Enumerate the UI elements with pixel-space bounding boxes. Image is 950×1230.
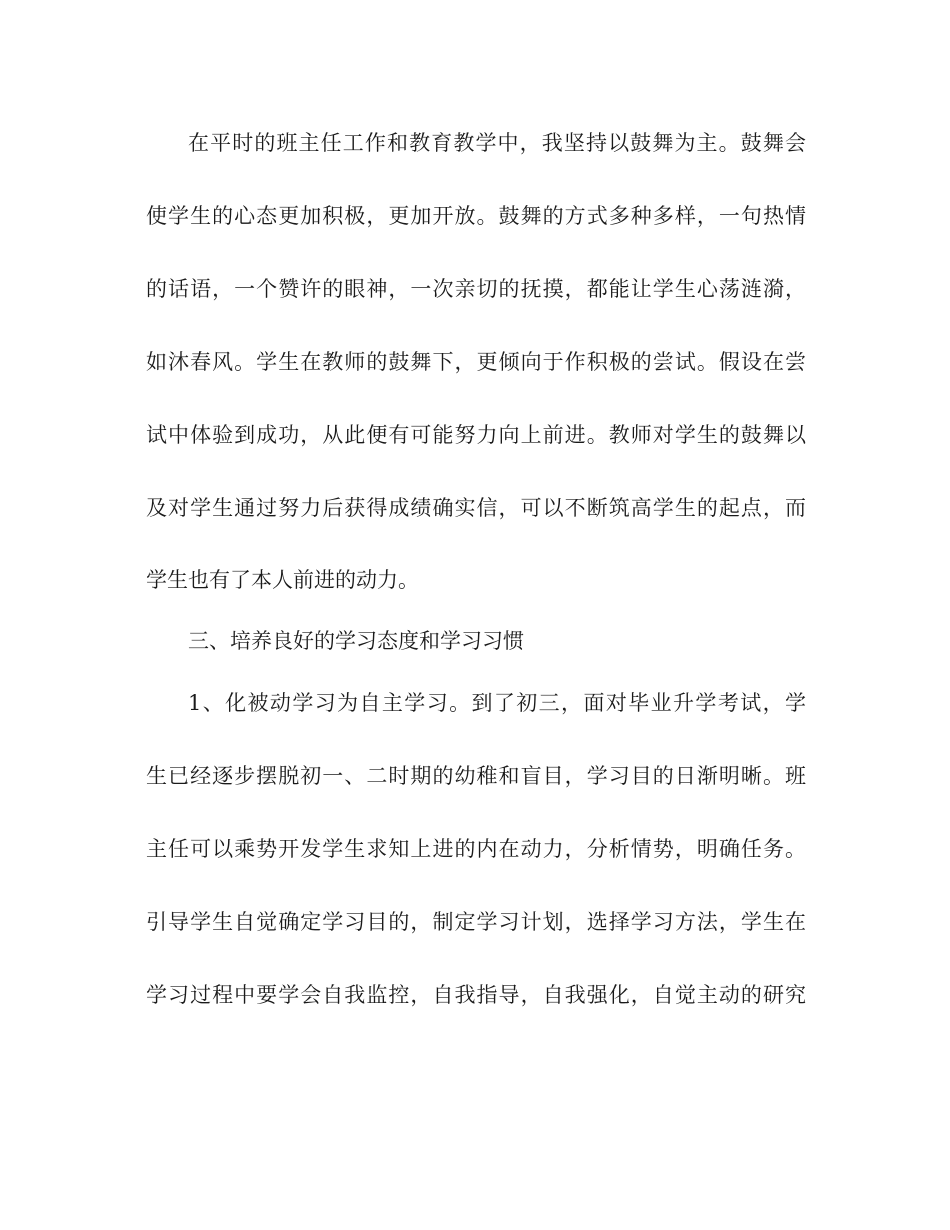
paragraph-line: 学生也有了本人前进的动力。 <box>146 568 419 592</box>
paragraph-line: 1、化被动学习为自主学习。到了初三，面对毕业升学考试，学 <box>188 691 806 715</box>
paragraph-line: 试中体验到成功，从此便有可能努力向上前进。教师对学生的鼓舞以 <box>146 423 806 447</box>
paragraph-line: 如沐春风。学生在教师的鼓舞下，更倾向于作积极的尝试。假设在尝 <box>146 350 806 374</box>
paragraph-line: 在平时的班主任工作和教育教学中，我坚持以鼓舞为主。鼓舞会 <box>188 131 806 155</box>
paragraph-line: 的话语，一个赞许的眼神，一次亲切的抚摸，都能让学生心荡涟漪， <box>146 277 806 301</box>
paragraph-line: 生已经逐步摆脱初一、二时期的幼稚和盲目，学习目的日渐明晰。班 <box>146 764 806 788</box>
paragraph-line: 引导学生自觉确定学习目的，制定学习计划，选择学习方法，学生在 <box>146 910 806 934</box>
paragraph-line: 使学生的心态更加积极，更加开放。鼓舞的方式多种多样，一句热情 <box>146 204 806 228</box>
paragraph-line: 学习过程中要学会自我监控，自我指导，自我强化，自觉主动的研究 <box>146 983 806 1007</box>
paragraph-line: 主任可以乘势开发学生求知上进的内在动力，分析情势，明确任务。 <box>146 837 806 861</box>
paragraph-line: 及对学生通过努力后获得成绩确实信，可以不断筑高学生的起点，而 <box>146 496 806 520</box>
section-heading: 三、培养良好的学习态度和学习习惯 <box>188 629 524 653</box>
